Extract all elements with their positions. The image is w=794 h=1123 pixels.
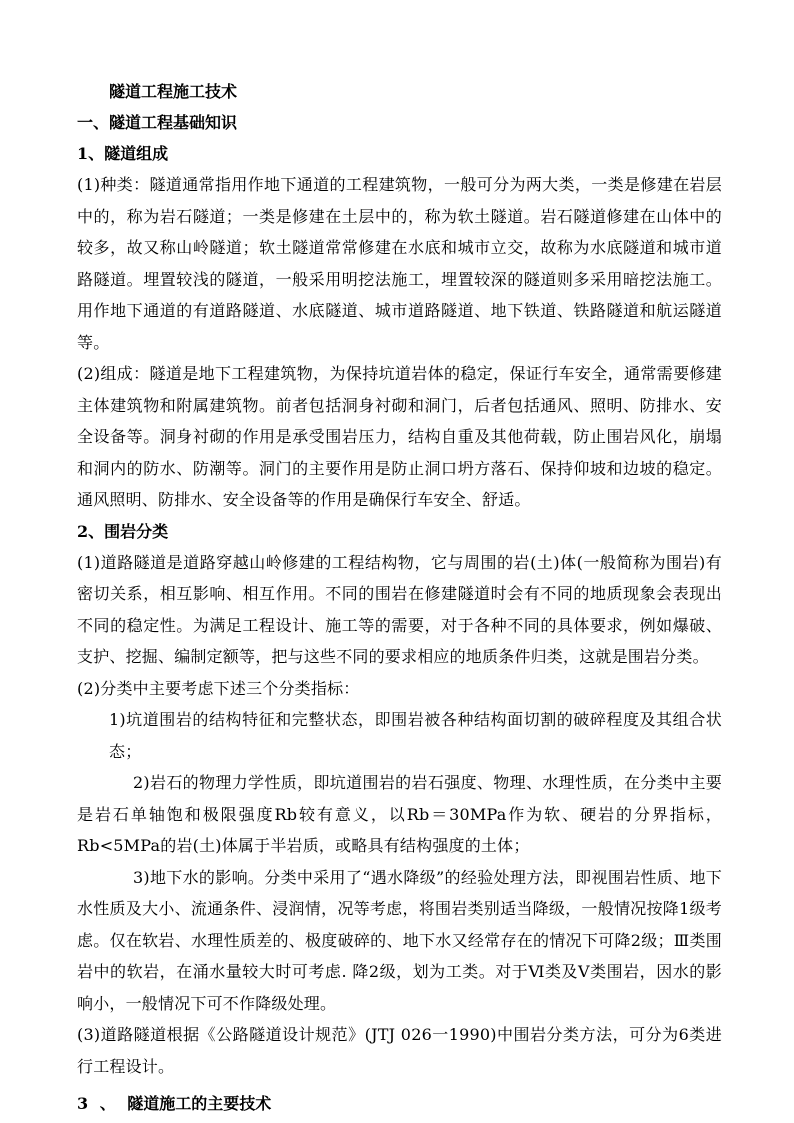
subsection-heading-3: 3 、 隧道施工的主要技术 (77, 1094, 272, 1113)
paragraph-classification-standard: (3)道路隧道根据《公路隧道设计规范》(JTJ 026一1990)中围岩分类方法，可分为6类进行工程设计。 (77, 1025, 722, 1076)
section-heading-1: 一、隧道工程基础知识 (77, 113, 238, 132)
paragraph-types: (1)种类：隧道通常指用作地下通道的工程建筑物，一般可分为两大类，一类是修建在岩层中的，称为岩石隧道；一类是修建在土层中的，称为软土隧道。岩石隧道修建在山体中的较多，故又称山岭隧道；软土隧道常常修建在水底和城市立交，故称为水底隧道和城市道路隧道。埋置较浅的隧道，一般采用明挖法施工，埋置较深的隧道则多采用暗挖法施工。用作地下通道的有道路隧道、水底隧道、城市道路隧道、地下铁道、铁路隧道和航运隧道等。 (77, 175, 722, 352)
subsection-heading-2: 2、围岩分类 (77, 521, 169, 541)
paragraph-road-tunnel: (1)道路隧道是道路穿越山岭修建的工程结构物，它与周围的岩(土)体(一般简称为围岩)有密切关系，相互影响、相互作用。不同的围岩在修建隧道时会有不同的地质现象会表现出不同的稳定性。为满足工程设计、施工等的需要，对于各种不同的具体要求，例如爆破、支护、挖掘、编制定额等，把与这些不同的要求相应的地质条件归类，这就是围岩分类。 (77, 552, 722, 666)
subsection-heading-1: 1、隧道组成 (77, 144, 169, 163)
list-item-structure: 1)坑道围岩的结构特征和完整状态，即围岩被各种结构面切割的破碎程度及其组合状态； (109, 710, 722, 761)
paragraph-composition: (2)组成：隧道是地下工程建筑物，为保持坑道岩体的稳定，保证行车安全，通常需要修建主体建筑物和附属建筑物。前者包括洞身衬砌和洞门，后者包括通风、照明、防排水、安全设备等。洞身衬砌的作用是承受围岩压力，结构自重及其他荷载，防止围岩风化，崩塌和洞内的防水、防潮等。洞门的主要作用是防止洞口坍方落石、保持仰坡和边坡的稳定。通风照明、防排水、安全设备等的作用是确保行车安全、舒适。 (77, 364, 722, 509)
document-title: 隧道工程施工技术 (109, 82, 238, 101)
paragraph-indicators-intro: (2)分类中主要考虑下述三个分类指标： (77, 678, 360, 698)
list-item-groundwater: 3)地下水的影响。分类中采用了“遇水降级”的经验处理方法，即视围岩性质、地下水性质及大小、流通条件、浸润情，况等考虑，将围岩类别适当降级，一般情况按降1级考虑。仅在软岩、水理性质差的、极度破碎的、地下水又经常存在的情况下可降2级；Ⅲ类围岩中的软岩，在涌水量较大时可考虑. 降2级，划为工类。对于Ⅵ类及Ⅴ类围岩，因水的影响小，一般情况下可不作降级处理。 (77, 867, 722, 1013)
list-item-rock-properties: 2)岩石的物理力学性质，即坑道围岩的岩石强度、物理、水理性质，在分类中主要是岩石单轴饱和极限强度Rb较有意义，以Rb＝30MPa作为软、硬岩的分界指标，Rb<5MPa的岩(土)体属于半岩质，或略具有结构强度的土体； (77, 773, 722, 855)
